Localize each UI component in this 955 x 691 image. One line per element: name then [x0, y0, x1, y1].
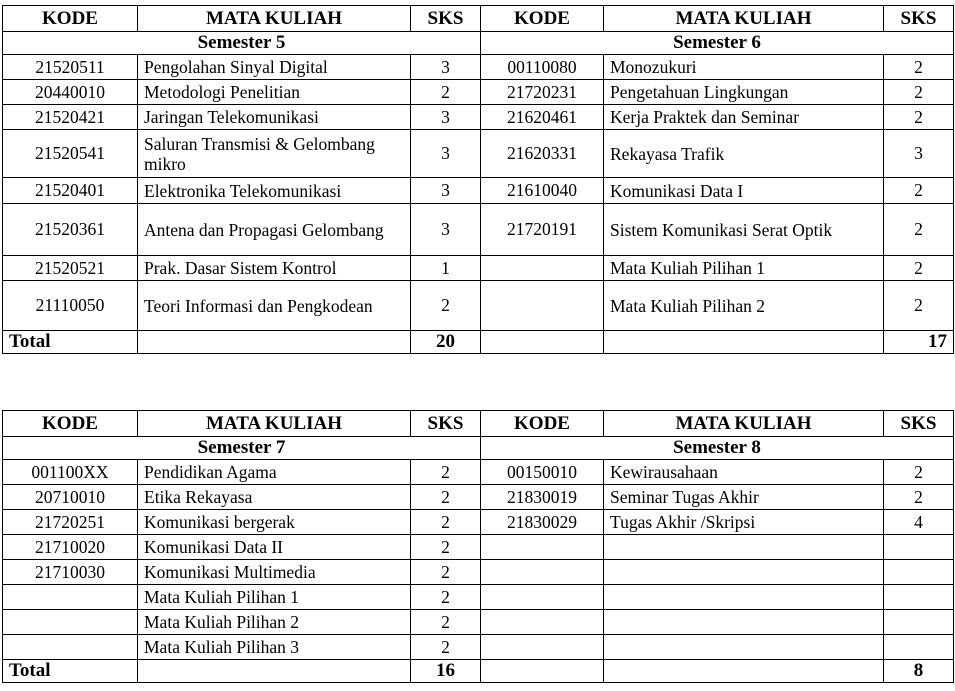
- kode-cell: [481, 560, 604, 585]
- course-cell: Pengolahan Sinyal Digital: [138, 55, 411, 80]
- course-cell: Sistem Komunikasi Serat Optik: [604, 204, 884, 256]
- sks-cell: 3: [411, 105, 481, 130]
- kode-cell: 21710020: [3, 535, 138, 560]
- semester-row: [3, 32, 954, 55]
- table-row: [3, 80, 954, 105]
- kode-cell: 21520541: [3, 130, 138, 178]
- kode-cell: 21830029: [481, 510, 604, 535]
- sks-cell: 2: [884, 460, 954, 485]
- empty-cell: [138, 331, 411, 354]
- kode-cell: 21720251: [3, 510, 138, 535]
- header-mata-kuliah: MATA KULIAH: [604, 6, 884, 32]
- course-cell: Mata Kuliah Pilihan 2: [604, 281, 884, 331]
- header-kode: KODE: [3, 411, 138, 437]
- table-row: [3, 105, 954, 130]
- course-cell: Mata Kuliah Pilihan 3: [138, 635, 411, 660]
- kode-cell: 001100XX: [3, 460, 138, 485]
- semester-title-right: Semester 6: [481, 32, 954, 55]
- empty-cell: [481, 331, 604, 354]
- sks-cell: 2: [411, 585, 481, 610]
- sks-cell: 3: [411, 55, 481, 80]
- total-row: [3, 331, 954, 354]
- course-cell: Teori Informasi dan Pengkodean: [138, 281, 411, 331]
- sks-cell: [884, 610, 954, 635]
- sks-cell: 3: [411, 178, 481, 204]
- semester-row: [3, 437, 954, 460]
- table-row: [3, 510, 954, 535]
- table-row: [3, 610, 954, 635]
- sks-cell: 3: [884, 130, 954, 178]
- kode-cell: 21520401: [3, 178, 138, 204]
- course-cell: Prak. Dasar Sistem Kontrol: [138, 256, 411, 281]
- table-row: [3, 130, 954, 178]
- course-cell: Seminar Tugas Akhir: [604, 485, 884, 510]
- sks-cell: 3: [411, 204, 481, 256]
- sks-cell: 2: [884, 80, 954, 105]
- table-row: [3, 256, 954, 281]
- sks-cell: [884, 535, 954, 560]
- course-cell: [604, 560, 884, 585]
- sks-cell: 2: [411, 80, 481, 105]
- kode-cell: 00110080: [481, 55, 604, 80]
- course-cell: Monozukuri: [604, 55, 884, 80]
- course-cell: Mata Kuliah Pilihan 1: [138, 585, 411, 610]
- sks-cell: 2: [411, 610, 481, 635]
- sks-cell: 3: [411, 130, 481, 178]
- course-cell: Kewirausahaan: [604, 460, 884, 485]
- sks-cell: 2: [411, 460, 481, 485]
- kode-cell: [481, 635, 604, 660]
- header-sks: SKS: [411, 411, 481, 437]
- header-kode: KODE: [481, 411, 604, 437]
- kode-cell: 21720191: [481, 204, 604, 256]
- table-row: [3, 635, 954, 660]
- sks-cell: 2: [884, 55, 954, 80]
- curriculum-table-semester-5-6: [2, 5, 954, 354]
- sks-cell: [884, 585, 954, 610]
- kode-cell: [481, 585, 604, 610]
- curriculum-table-semester-7-8: [2, 410, 954, 683]
- table-row: [3, 178, 954, 204]
- course-cell: Komunikasi bergerak: [138, 510, 411, 535]
- empty-cell: [481, 660, 604, 683]
- header-kode: KODE: [481, 6, 604, 32]
- sks-cell: 1: [411, 256, 481, 281]
- course-cell: Saluran Transmisi & Gelombang mikro: [138, 130, 411, 178]
- sks-cell: [884, 560, 954, 585]
- kode-cell: 20710010: [3, 485, 138, 510]
- total-sks-right: 8: [884, 660, 954, 683]
- table-row: [3, 535, 954, 560]
- sks-cell: 2: [411, 560, 481, 585]
- sks-cell: 2: [884, 204, 954, 256]
- header-mata-kuliah: MATA KULIAH: [138, 6, 411, 32]
- kode-cell: 00150010: [481, 460, 604, 485]
- sks-cell: 2: [884, 485, 954, 510]
- kode-cell: [3, 610, 138, 635]
- kode-cell: 21520511: [3, 55, 138, 80]
- sks-cell: 2: [411, 510, 481, 535]
- header-mata-kuliah: MATA KULIAH: [604, 411, 884, 437]
- kode-cell: [3, 635, 138, 660]
- total-sks-left: 20: [411, 331, 481, 354]
- kode-cell: 21110050: [3, 281, 138, 331]
- semester-title-left: Semester 7: [3, 437, 481, 460]
- table-row: [3, 55, 954, 80]
- kode-cell: 21620331: [481, 130, 604, 178]
- table-row: [3, 560, 954, 585]
- course-cell: Kerja Praktek dan Seminar: [604, 105, 884, 130]
- empty-cell: [138, 660, 411, 683]
- table-row: [3, 281, 954, 331]
- table-row: [3, 460, 954, 485]
- course-cell: Pengetahuan Lingkungan: [604, 80, 884, 105]
- empty-cell: [604, 660, 884, 683]
- header-row: [3, 411, 954, 437]
- course-cell: Komunikasi Data II: [138, 535, 411, 560]
- kode-cell: 20440010: [3, 80, 138, 105]
- kode-cell: 21830019: [481, 485, 604, 510]
- empty-cell: [604, 331, 884, 354]
- course-cell: Metodologi Penelitian: [138, 80, 411, 105]
- course-cell: [604, 610, 884, 635]
- total-row: [3, 660, 954, 683]
- sks-cell: 2: [884, 178, 954, 204]
- total-label: Total: [3, 331, 138, 354]
- course-cell: Etika Rekayasa: [138, 485, 411, 510]
- kode-cell: 21520361: [3, 204, 138, 256]
- kode-cell: [3, 585, 138, 610]
- kode-cell: [481, 281, 604, 331]
- course-cell: [604, 585, 884, 610]
- table-row: [3, 204, 954, 256]
- sks-cell: [884, 635, 954, 660]
- header-sks: SKS: [411, 6, 481, 32]
- course-cell: Mata Kuliah Pilihan 2: [138, 610, 411, 635]
- sks-cell: 2: [411, 281, 481, 331]
- kode-cell: 21520521: [3, 256, 138, 281]
- kode-cell: [481, 535, 604, 560]
- header-kode: KODE: [3, 6, 138, 32]
- kode-cell: 21720231: [481, 80, 604, 105]
- course-cell: Tugas Akhir /Skripsi: [604, 510, 884, 535]
- kode-cell: 21620461: [481, 105, 604, 130]
- semester-title-left: Semester 5: [3, 32, 481, 55]
- total-sks-right: 17: [884, 331, 954, 354]
- total-sks-left: 16: [411, 660, 481, 683]
- header-sks: SKS: [884, 411, 954, 437]
- course-cell: Elektronika Telekomunikasi: [138, 178, 411, 204]
- header-sks: SKS: [884, 6, 954, 32]
- header-row: [3, 6, 954, 32]
- course-cell: Pendidikan Agama: [138, 460, 411, 485]
- table-row: [3, 485, 954, 510]
- header-mata-kuliah: MATA KULIAH: [138, 411, 411, 437]
- kode-cell: 21710030: [3, 560, 138, 585]
- course-cell: Mata Kuliah Pilihan 1: [604, 256, 884, 281]
- table-row: [3, 585, 954, 610]
- course-cell: Antena dan Propagasi Gelombang: [138, 204, 411, 256]
- semester-title-right: Semester 8: [481, 437, 954, 460]
- sks-cell: 4: [884, 510, 954, 535]
- course-cell: Rekayasa Trafik: [604, 130, 884, 178]
- sks-cell: 2: [411, 485, 481, 510]
- course-cell: Komunikasi Multimedia: [138, 560, 411, 585]
- kode-cell: 21520421: [3, 105, 138, 130]
- kode-cell: 21610040: [481, 178, 604, 204]
- kode-cell: [481, 610, 604, 635]
- sks-cell: 2: [884, 256, 954, 281]
- course-cell: Jaringan Telekomunikasi: [138, 105, 411, 130]
- sks-cell: 2: [884, 281, 954, 331]
- course-cell: [604, 535, 884, 560]
- total-label: Total: [3, 660, 138, 683]
- course-cell: [604, 635, 884, 660]
- sks-cell: 2: [411, 535, 481, 560]
- course-cell: Komunikasi Data I: [604, 178, 884, 204]
- kode-cell: [481, 256, 604, 281]
- sks-cell: 2: [884, 105, 954, 130]
- sks-cell: 2: [411, 635, 481, 660]
